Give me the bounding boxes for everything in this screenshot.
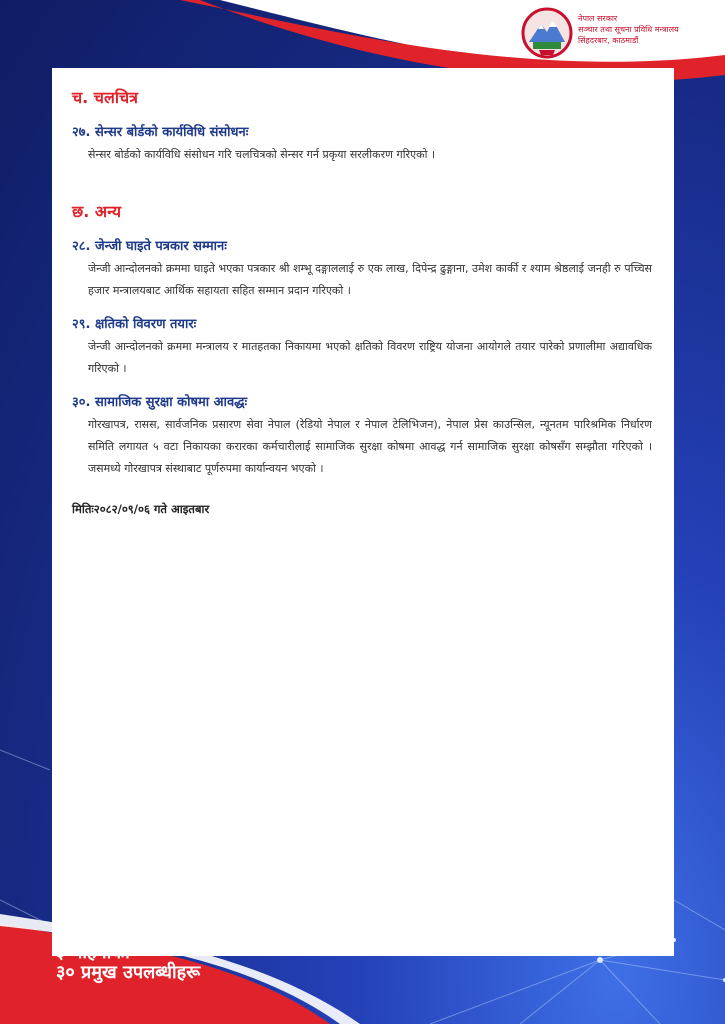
document-content xyxy=(72,86,652,517)
item-title: २७. सेन्सर बोर्डको कार्यविधि संसोधनः xyxy=(72,125,249,140)
section-heading: च. चलचित्र xyxy=(72,88,138,107)
document-page xyxy=(52,68,674,956)
footer-title xyxy=(56,943,200,983)
nepal-emblem-icon xyxy=(519,6,575,60)
gov-line: सञ्चार तथा सूचना प्रविधि मन्त्रालय xyxy=(578,25,679,34)
item-body: जेन्जी आन्दोलनको क्रममा मन्त्रालय र मातहतका निकायमा भएको क्षतिको विवरण राष्ट्रिय योजना आयोगले तयार पारेको प्रणालीमा अद्यावधिक गरिएको । xyxy=(88,340,652,375)
item-title: २९. क्षतिको विवरण तयारः xyxy=(72,317,197,332)
gov-line: नेपाल सरकार xyxy=(578,14,618,23)
item-body: सेन्सर बोर्डको कार्यविधि संसोधन गरि चलचित्रको सेन्सर गर्न प्रकृया सरलीकरण गरिएको । xyxy=(88,148,436,161)
footer-line-2: ३० प्रमुख उपलब्धीहरू xyxy=(56,962,201,983)
government-header-text xyxy=(578,13,679,46)
item-body: गोरखापत्र, रासस, सार्वजनिक प्रसारण सेवा नेपाल (रेडियो नेपाल र नेपाल टेलिभिजन), नेपाल प्रेस काउन्सिल, न्यूनतम पारिश्रमिक निर्धारण समिति लगायत ५ वटा निकायका करारका कर्मचारीलाई सामाजिक सुरक्षा कोषमा आवद्ध गर्न सामाजिक सुरक्षा कोषसँग सम्झौता गरिएको । जसमध्ये गोरखापत्र संस्थाबाट पूर्णरुपमा कार्यान्वयन भएको । xyxy=(88,418,652,475)
item-body: जेन्जी आन्दोलनको क्रममा घाइते भएका पत्रकार श्री शम्भू दङ्गाललाई रु एक लाख, दिपेन्द्र ढुङ्गाना, उमेश कार्की र श्याम श्रेष्ठलाई जनही रु पच्चिस हजार मन्त्रालयबाट आर्थिक सहायता सहित सम्मान प्रदान गरिएको । xyxy=(88,262,652,297)
item-title: २८. जेन्जी घाइते पत्रकार सम्मानः xyxy=(72,239,227,254)
item-title: ३०. सामाजिक सुरक्षा कोषमा आवद्धः xyxy=(72,395,248,410)
footer-line-1: ३ महिनाको xyxy=(56,942,130,963)
date-line: मितिः२०८२/०९/०६ गते आइतबार xyxy=(72,502,210,516)
section-heading: छ. अन्य xyxy=(72,202,122,221)
gov-line: सिंहदरबार, काठमाडौं xyxy=(578,36,639,45)
